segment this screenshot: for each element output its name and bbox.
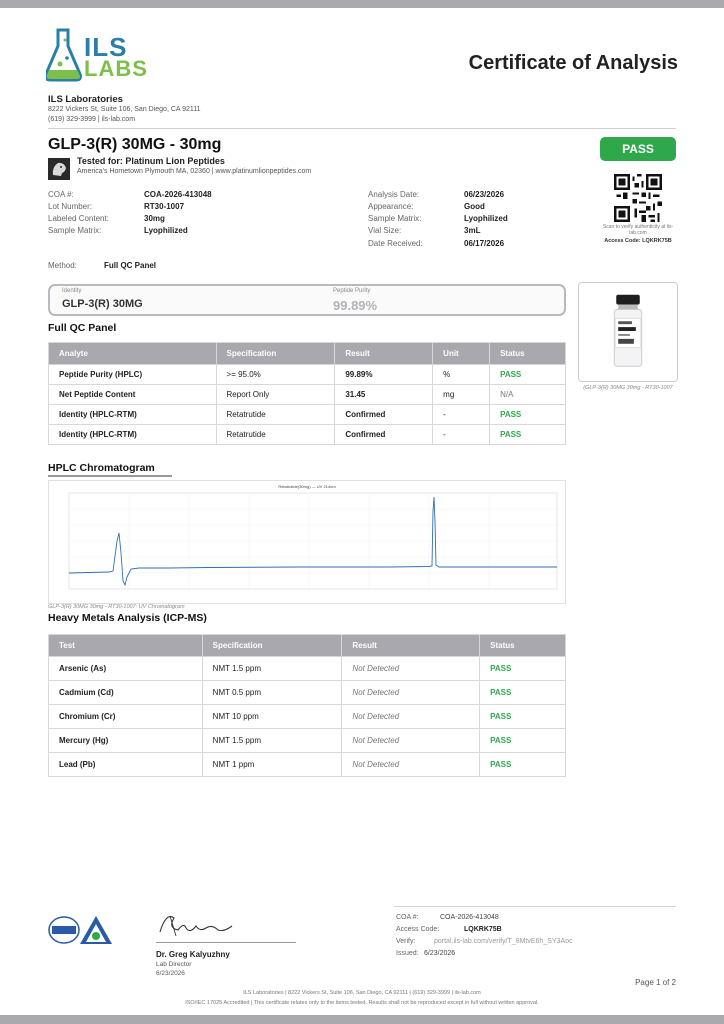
overall-pass-badge: PASS — [600, 137, 676, 161]
table-row — [49, 729, 566, 753]
vial-photo-frame — [578, 282, 678, 382]
footer-meta-label: Access Code: — [396, 926, 440, 933]
footer-meta-label: Issued: — [396, 950, 419, 957]
signer-date: 6/23/2026 — [156, 970, 185, 977]
meta-value: COA-2026-413048 — [144, 190, 212, 199]
bottom-bar — [0, 1015, 724, 1024]
plot-title: Retatrutide(30mg) — UV 214nm — [278, 484, 336, 489]
spec-cell: NMT 1.5 ppm — [202, 729, 342, 753]
analyte-cell: Identity (HPLC-RTM) — [49, 425, 217, 445]
analyte-cell: Net Peptide Content — [49, 385, 217, 405]
result-cell: Not Detected — [342, 681, 480, 705]
meta-value: Lyophilized — [144, 226, 188, 235]
tested-for: Tested for: Platinum Lion Peptides — [77, 156, 225, 166]
document-title: Certificate of Analysis — [468, 52, 678, 74]
meta-value: Lyophilized — [464, 214, 508, 223]
purity-value: 99.89% — [333, 298, 378, 313]
meta-value: 06/23/2026 — [464, 190, 505, 199]
qr-caption: Scan to verify authenticity at ils-lab.com — [602, 224, 674, 236]
table-row — [49, 657, 566, 681]
qr-code-icon[interactable] — [614, 174, 662, 222]
unit-cell: % — [433, 365, 490, 385]
result-cell: Not Detected — [342, 729, 480, 753]
metal-cell: Mercury (Hg) — [49, 729, 203, 753]
unit-cell: mg — [433, 385, 490, 405]
unit-cell: - — [433, 425, 490, 445]
table-row — [49, 365, 566, 385]
page-number: Page 1 of 2 — [635, 978, 676, 987]
logo-labs-text: LABS — [84, 56, 148, 81]
spec-cell: >= 95.0% — [216, 365, 335, 385]
status-cell: PASS — [490, 425, 566, 445]
status-cell: PASS — [490, 405, 566, 425]
analyte-cell: Peptide Purity (HPLC) — [49, 365, 217, 385]
lion-logo-icon — [48, 158, 70, 180]
status-cell: PASS — [480, 753, 566, 777]
column-header: Analyte — [49, 343, 217, 365]
meta-value: Good — [464, 202, 485, 211]
spec-cell: NMT 10 ppm — [202, 705, 342, 729]
product-title: GLP-3(R) 30MG - 30mg — [48, 136, 222, 153]
column-header: Specification — [202, 635, 342, 657]
footer-issued-value: 6/23/2026 — [424, 950, 456, 957]
method-label: Method: — [48, 261, 77, 270]
result-cell: Not Detected — [342, 657, 480, 681]
table-row — [49, 753, 566, 777]
status-cell: PASS — [480, 729, 566, 753]
table-row — [49, 385, 566, 405]
meta-label: Analysis Date: — [368, 190, 420, 199]
table-header-row — [49, 635, 566, 657]
result-cell: Confirmed — [335, 425, 433, 445]
spec-cell: NMT 0.5 ppm — [202, 681, 342, 705]
client-info: America's Hometown Plymouth MA, 02360 | www.platinumlionpeptides.com — [77, 168, 312, 175]
signature-line — [156, 942, 296, 943]
signer-name: Dr. Greg Kalyuzhny — [156, 950, 230, 959]
spec-cell: Retatrutide — [216, 425, 335, 445]
column-header: Unit — [433, 343, 490, 365]
heavy-metals-title: Heavy Metals Analysis (ICP-MS) — [48, 612, 207, 624]
result-cell: Confirmed — [335, 405, 433, 425]
method-value: Full QC Panel — [104, 261, 157, 270]
table-row — [49, 705, 566, 729]
table-row — [49, 405, 566, 425]
footer-address: ILS Laboratories | 8222 Vickers St, Suite 106, San Diego, CA 92111 | (619) 329-3999 | ils-lab.com — [243, 990, 481, 996]
identity-label: Identity — [62, 288, 82, 294]
status-cell: PASS — [480, 681, 566, 705]
analyte-cell: Identity (HPLC-RTM) — [49, 405, 217, 425]
status-cell: PASS — [490, 365, 566, 385]
verify-link[interactable]: portal.ils-lab.com/verify/T_8MtvE6h_SY3Aoc — [434, 938, 573, 945]
meta-value: RT30-1007 — [144, 202, 185, 211]
meta-label: Date Received: — [368, 239, 423, 248]
chromatogram-title-underline — [48, 475, 172, 477]
footer-coa-value: COA-2026-413048 — [440, 914, 499, 921]
table-header-row — [49, 343, 566, 365]
meta-label: Sample Matrix: — [368, 214, 422, 223]
column-header: Status — [490, 343, 566, 365]
unit-cell: - — [433, 405, 490, 425]
header-divider — [48, 128, 676, 129]
meta-label: Lot Number: — [48, 202, 93, 211]
metal-cell: Lead (Pb) — [49, 753, 203, 777]
vial-caption: (GLP-3(R) 30MG 30mg - RT30-1007 — [583, 385, 673, 391]
plot-gridlines — [69, 493, 557, 589]
metal-cell: Chromium (Cr) — [49, 705, 203, 729]
metal-cell: Cadmium (Cd) — [49, 681, 203, 705]
status-cell: PASS — [480, 657, 566, 681]
spec-cell: NMT 1.5 ppm — [202, 657, 342, 681]
spec-cell: NMT 1 ppm — [202, 753, 342, 777]
table-row — [49, 425, 566, 445]
metal-cell: Arsenic (As) — [49, 657, 203, 681]
heavy-metals-table — [48, 634, 566, 777]
chromatogram-plot — [49, 481, 565, 603]
column-header: Test — [49, 635, 203, 657]
spec-cell: Report Only — [216, 385, 335, 405]
lab-address: 8222 Vickers St, Suite 106, San Diego, CA 92111 — [48, 106, 201, 113]
meta-label: Sample Matrix: — [48, 226, 102, 235]
footer-access-value: LQKRK75B — [464, 926, 502, 933]
column-header: Specification — [216, 343, 335, 365]
status-cell: PASS — [480, 705, 566, 729]
meta-label: Vial Size: — [368, 226, 402, 235]
result-cell: 99.89% — [335, 365, 433, 385]
meta-value: 30mg — [144, 214, 165, 223]
spec-cell: Retatrutide — [216, 405, 335, 425]
footer-meta-label: Verify: — [396, 938, 416, 945]
purity-label: Peptide Purity — [333, 288, 371, 294]
column-header: Status — [480, 635, 566, 657]
signature-icon — [156, 908, 236, 940]
result-cell: Not Detected — [342, 705, 480, 729]
qr-access-code: Access Code: LQKRK75B — [604, 238, 672, 244]
meta-label: COA #: — [48, 190, 74, 199]
meta-label: Labeled Content: — [48, 214, 109, 223]
accreditation-logos-icon — [48, 912, 114, 948]
footer-disclaimer: ISO/IEC 17025 Accredited | This certificate relates only to the items tested. Results shall not be reproduced except in full without written approval. — [185, 1000, 539, 1006]
top-bar — [0, 0, 724, 8]
identity-value: GLP-3(R) 30MG — [62, 298, 143, 310]
lab-contact: (619) 329-3999 | ils-lab.com — [48, 116, 136, 123]
vial-image-icon — [579, 283, 677, 381]
footer-divider — [394, 906, 676, 907]
result-cell: 31.45 — [335, 385, 433, 405]
status-cell: N/A — [490, 385, 566, 405]
lab-name: ILS Laboratories — [48, 94, 123, 105]
column-header: Result — [335, 343, 433, 365]
chromatogram-caption: GLP-3(R) 30MG 30mg - RT30-1007: UV Chromatogram — [48, 604, 185, 610]
meta-value: 3mL — [464, 226, 481, 235]
column-header: Result — [342, 635, 480, 657]
table-row — [49, 681, 566, 705]
meta-label: Appearance: — [368, 202, 414, 211]
chromatogram-panel — [48, 480, 566, 604]
meta-value: 06/17/2026 — [464, 239, 505, 248]
qc-panel-table — [48, 342, 566, 445]
logo-ils-text: ILS — [84, 32, 128, 62]
chromatogram-title: HPLC Chromatogram — [48, 462, 155, 474]
footer-meta-label: COA #: — [396, 914, 419, 921]
result-cell: Not Detected — [342, 753, 480, 777]
signer-title: Lab Director — [156, 961, 192, 968]
qc-panel-title: Full QC Panel — [48, 322, 117, 334]
